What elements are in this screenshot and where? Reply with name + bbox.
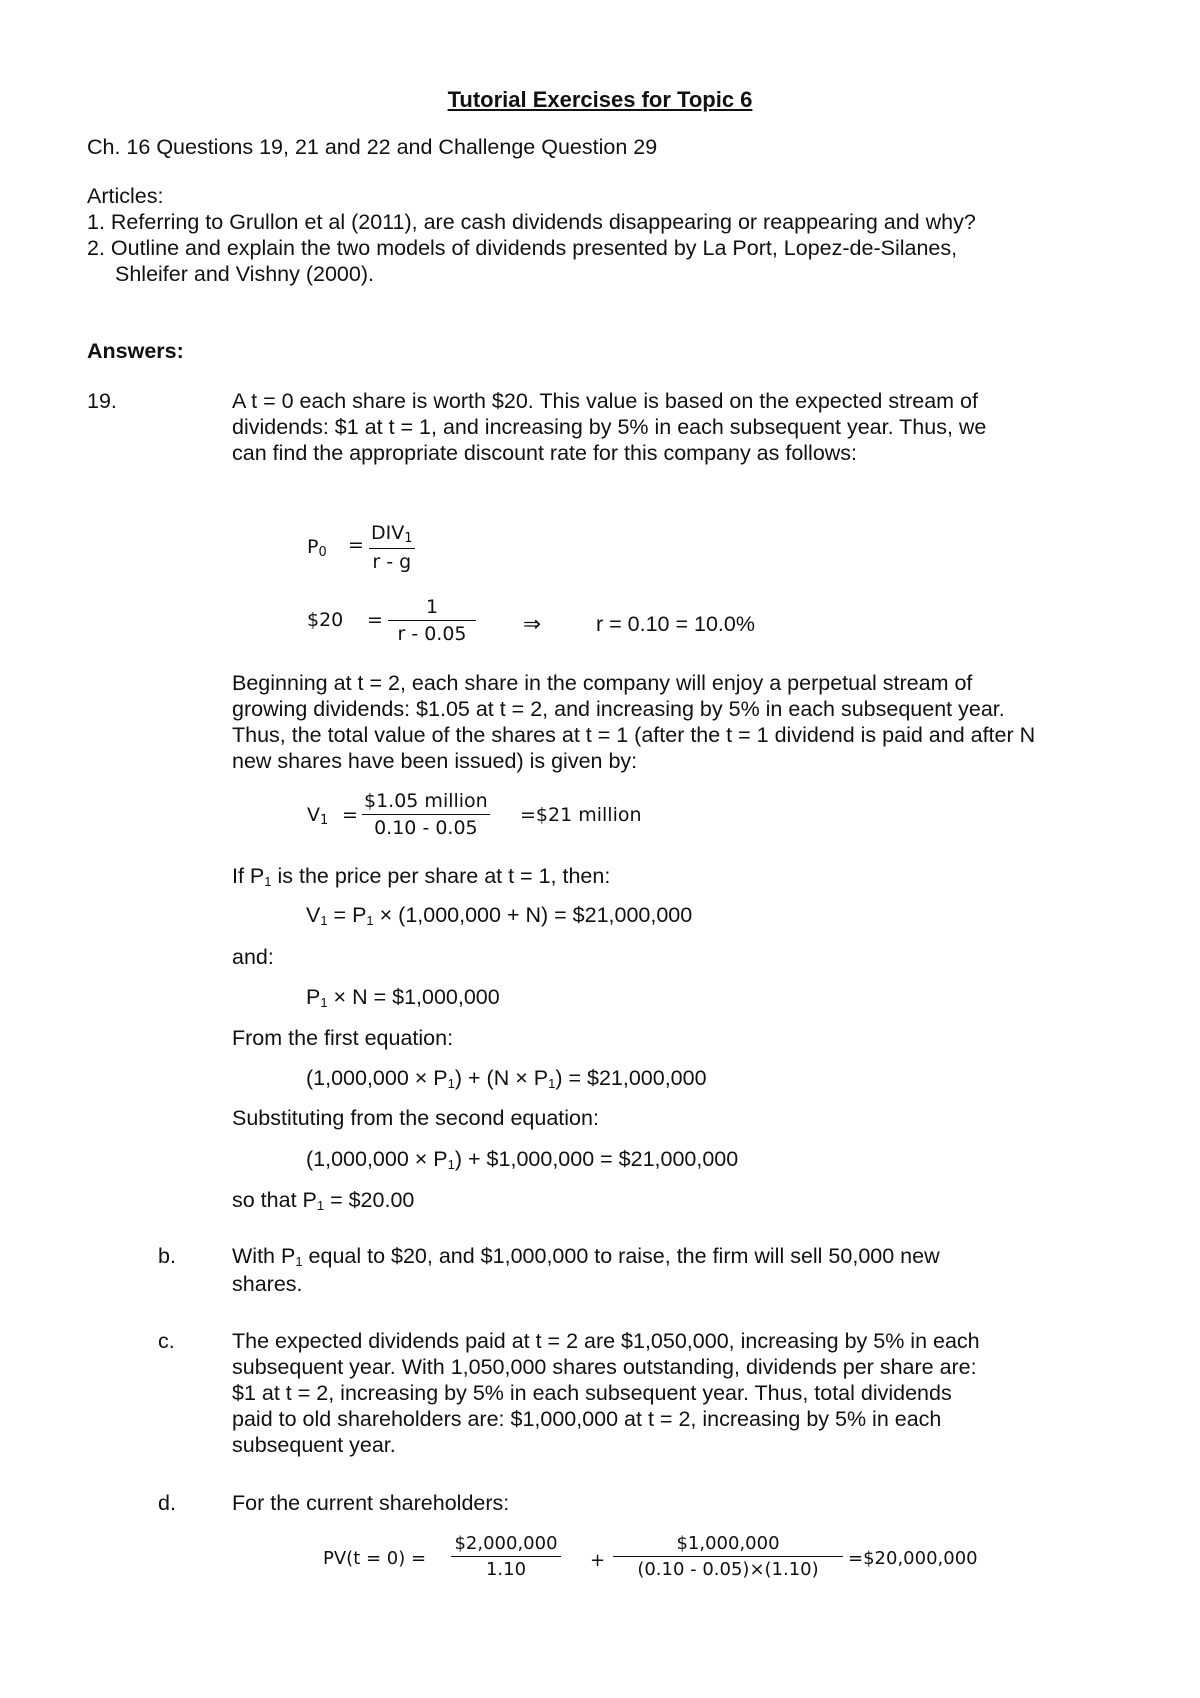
eq1-numerator: $DIV_1$ bbox=[371, 522, 413, 546]
eq2-fraction bbox=[388, 596, 476, 645]
part-d-intro: For the current shareholders: bbox=[232, 1491, 510, 1515]
eq3-fraction-bar bbox=[362, 814, 490, 815]
articles-label: Articles: bbox=[87, 184, 164, 208]
part-d-label: d. bbox=[158, 1491, 176, 1515]
equation-a: $V_1 = P_1 \times (1,000,000 + N)$ = $21,000,000 bbox=[306, 903, 693, 928]
eq1-equals: = bbox=[348, 534, 364, 556]
equation-b: $P_1 \times N$ = $1,000,000 bbox=[306, 985, 500, 1010]
if-line: If $P_1$ is the price per share at t = 1, then: bbox=[232, 864, 611, 889]
pv-fraction-2 bbox=[613, 1533, 843, 1580]
eq2-equals: = bbox=[367, 609, 383, 631]
part-c-line-2: subsequent year. With 1,050,000 shares outstanding, dividends per share are: bbox=[232, 1355, 977, 1379]
so-that-line: so that $P_1$ = $20.00 bbox=[232, 1188, 415, 1213]
equation-c: $(1,000,000 \times P_1) + (N \times P_1)$ = $21,000,000 bbox=[306, 1066, 707, 1091]
article-item-2-cont: Shleifer and Vishny (2000). bbox=[115, 262, 374, 286]
pv-rhs: =$20,000,000 bbox=[848, 1548, 978, 1569]
part-b-line-1: With $P_1$ equal to $20, and $1,000,000 to raise, the firm will sell 50,000 new bbox=[232, 1244, 940, 1269]
part-b-line-2: shares. bbox=[232, 1272, 303, 1296]
q19-para2-line-1: Beginning at t = 2, each share in the company will enjoy a perpetual stream of bbox=[232, 671, 973, 695]
implies-arrow-icon: ⇒ bbox=[523, 612, 542, 636]
eq3-fraction bbox=[362, 790, 490, 839]
eq3-rhs: =$21 million bbox=[520, 804, 642, 826]
pv-denominator-1: 1.10 bbox=[485, 1559, 527, 1580]
pv-fraction-1 bbox=[451, 1533, 561, 1580]
pv-lhs: PV(t = 0) = bbox=[323, 1548, 427, 1569]
eq2-fraction-bar bbox=[388, 620, 476, 621]
q19-para2-line-3: Thus, the total value of the shares at t = 1 (after the t = 1 dividend is paid and after N bbox=[232, 723, 1036, 747]
question-19-number: 19. bbox=[87, 389, 117, 413]
q19-para2-line-2: growing dividends: $1.05 at t = 2, and increasing by 5% in each subsequent year. bbox=[232, 697, 1005, 721]
equation-d: $(1,000,000 \times P_1)$ + $1,000,000 = $21,000,000 bbox=[306, 1147, 739, 1172]
part-c-line-1: The expected dividends paid at t = 2 are $1,050,000, increasing by 5% in each bbox=[232, 1329, 980, 1353]
eq2-result: r = 0.10 = 10.0% bbox=[596, 612, 755, 636]
pv-denominator-2: (0.10 - 0.05)×(1.10) bbox=[637, 1559, 819, 1580]
pv-fraction-bar-2 bbox=[613, 1556, 843, 1557]
q19-intro-line-3: can find the appropriate discount rate for this company as follows: bbox=[232, 441, 858, 465]
pv-plus: + bbox=[590, 1550, 606, 1571]
q19-intro-line-2: dividends: $1 at t = 1, and increasing by 5% in each subsequent year. Thus, we bbox=[232, 415, 987, 439]
questions-line: Ch. 16 Questions 19, 21 and 22 and Challenge Question 29 bbox=[87, 135, 658, 159]
part-c-line-5: subsequent year. bbox=[232, 1433, 396, 1457]
eq3-numerator: $1.05 million bbox=[364, 790, 488, 812]
eq1-fraction bbox=[369, 522, 415, 573]
article-item-2: 2. Outline and explain the two models of dividends presented by La Port, Lopez-de-Silanes, bbox=[87, 236, 958, 260]
eq2-denominator: r - 0.05 bbox=[397, 623, 467, 645]
part-c-label: c. bbox=[158, 1329, 175, 1353]
eq3-equals: = bbox=[342, 804, 358, 826]
q19-intro-line-1: A t = 0 each share is worth $20. This value is based on the expected stream of bbox=[232, 389, 978, 413]
eq1-lhs: $P_0$ bbox=[307, 536, 327, 560]
pv-numerator-2: $1,000,000 bbox=[676, 1533, 780, 1554]
eq3-denominator: 0.10 - 0.05 bbox=[374, 817, 478, 839]
page-title: Tutorial Exercises for Topic 6 bbox=[447, 87, 753, 112]
substituting-line: Substituting from the second equation: bbox=[232, 1106, 599, 1130]
q19-para2-line-4: new shares have been issued) is given by: bbox=[232, 749, 638, 773]
part-c-line-3: $1 at t = 2, increasing by 5% in each subsequent year. Thus, total dividends bbox=[232, 1381, 952, 1405]
eq1-fraction-bar bbox=[369, 548, 415, 549]
part-b-label: b. bbox=[158, 1244, 176, 1268]
pv-numerator-1: $2,000,000 bbox=[454, 1533, 558, 1554]
from-first-equation: From the first equation: bbox=[232, 1026, 454, 1050]
and-label: and: bbox=[232, 945, 274, 969]
part-c-line-4: paid to old shareholders are: $1,000,000 at t = 2, increasing by 5% in each bbox=[232, 1407, 942, 1431]
pv-fraction-bar-1 bbox=[451, 1556, 561, 1557]
eq3-lhs: $V_1$ bbox=[307, 804, 329, 828]
eq2-lhs: $20 bbox=[307, 609, 344, 631]
eq1-denominator: r - g bbox=[372, 551, 412, 573]
answers-heading: Answers: bbox=[87, 339, 184, 363]
eq2-numerator: 1 bbox=[425, 596, 439, 618]
article-item-1: 1. Referring to Grullon et al (2011), are cash dividends disappearing or reappearing and why? bbox=[87, 210, 976, 234]
